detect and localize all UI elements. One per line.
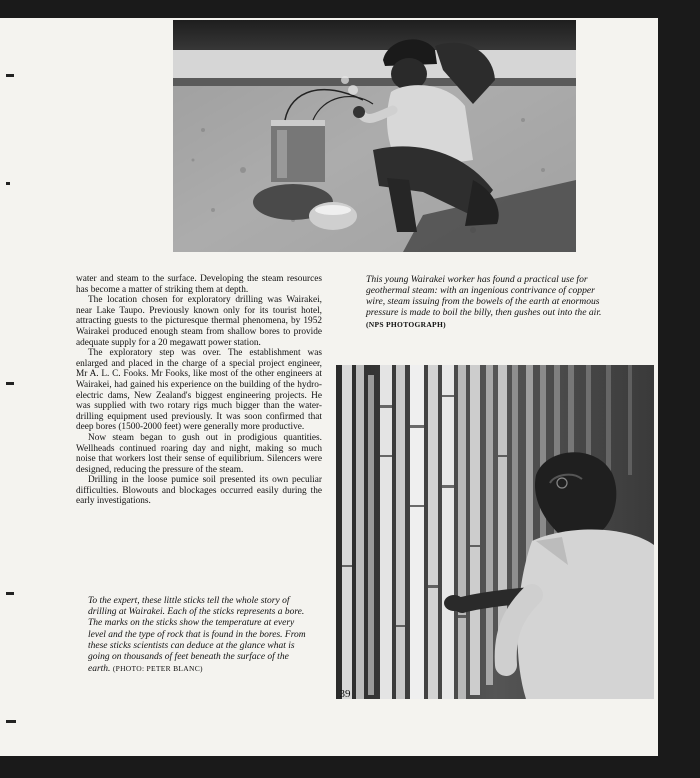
man-examining-bore-sticks-photo xyxy=(336,365,654,699)
body-paragraph: Drilling in the loose pumice soil presented its own peculiar difficulties. Blowouts and blockages occurred easily during the early investigations. xyxy=(76,475,322,507)
body-paragraph: Now steam began to gush out in prodigious quantities. Wellheads continued roaring day and night, making so much noise that workers lost their sense of equilibrium. Silencers were designed, reducing the pressure of the steam. xyxy=(76,432,322,475)
magazine-page xyxy=(0,18,658,756)
worker-boiling-billy-photo xyxy=(173,20,576,252)
page-number: 39 xyxy=(339,688,351,700)
body-paragraph: The location chosen for exploratory drilling was Wairakei, near Lake Taupo. Previously known only for its tourist hotel, attracting guests to the picturesque thermal phenomena, by 1952 Wairakei produced enough steam from shallow bores to provide adequate supply for a 20 megawatt power station. xyxy=(76,295,322,348)
binding-mark xyxy=(6,182,10,185)
photo-credit: (NPS PHOTOGRAPH) xyxy=(366,320,446,329)
caption-text: This young Wairakei worker has found a practical use for geothermal steam: with an ingenious contrivance of copper wire, steam issuing from the bowels of the earth at enormous pressure is made to boil the billy, then gushes out into the air. xyxy=(366,274,602,318)
photo-caption-top xyxy=(366,274,611,330)
photo-credit: (PHOTO: PETER BLANC) xyxy=(112,664,203,674)
caption-text: To the expert, these little sticks tell the whole story of drilling at Wairakei. Each of the sticks represents a bore. The marks on the sticks show the temperature at every level and the type of rock that is found in the bores. From these sticks scientists can deduce at the glance what is going on thousands of feet beneath the surface of the earth. xyxy=(88,596,306,675)
body-paragraph: The exploratory step was over. The establishment was enlarged and placed in the charge of a special project engineer, Mr A. L. C. Fooks. Mr Fooks, like most of the other engineers at Wairakei, had gained his experience on the building of the hydro-electric dams, New Zealand's biggest engineering projects. He was supplied with two rotary rigs much bigger than the water-drilling equipment used previously. It was soon confirmed that deep bores (1500-2000 feet) were generally more productive. xyxy=(76,348,322,433)
binding-mark xyxy=(6,592,14,595)
article-body xyxy=(76,274,322,507)
binding-mark xyxy=(6,720,16,723)
body-paragraph: water and steam to the surface. Developing the steam resources has become a matter of striking them at depth. xyxy=(76,274,322,295)
binding-mark xyxy=(6,74,14,77)
binding-mark xyxy=(6,382,14,385)
photo-caption-bottom xyxy=(88,596,310,675)
